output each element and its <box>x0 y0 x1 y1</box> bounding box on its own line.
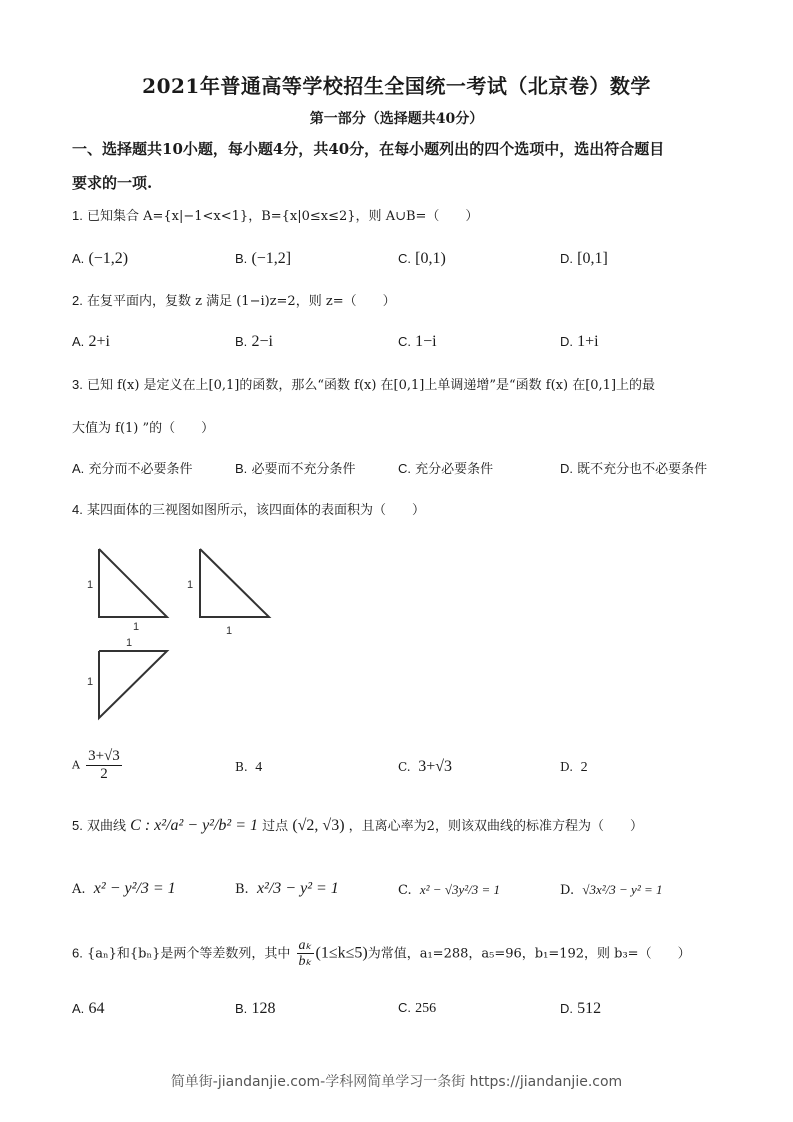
side-view-height-label: 1 <box>187 579 194 591</box>
option-label: A. <box>72 461 85 476</box>
ratio-fraction <box>297 938 314 970</box>
top-view-width-label: 1 <box>126 637 133 649</box>
question-1-option-b[interactable] <box>235 250 291 268</box>
question-5-option-b[interactable] <box>235 880 339 898</box>
option-value: (−1,2) <box>88 250 129 267</box>
fraction-denominator: 2 <box>100 765 108 782</box>
option-value: x² − √3y²/3 = 1 <box>419 882 501 897</box>
question-2-option-b[interactable] <box>235 333 273 351</box>
option-label: B. <box>235 461 248 476</box>
question-number: 1. <box>72 208 83 223</box>
question-5-stem <box>72 815 643 835</box>
question-text: 已知集合 A={x|−1<x<1}，B={x|0≤x≤2}，则 A∪B=（ ） <box>86 209 479 224</box>
option-value: 2−i <box>251 333 273 350</box>
question-4-option-d[interactable] <box>560 760 588 776</box>
option-value: 2+i <box>88 333 110 350</box>
side-view <box>187 549 269 637</box>
question-text: 已知 f(x) 是定义在上[0,1]的函数，那么“函数 f(x) 在[0,1]上单调递增”是“函数 f(x) 在[0,1]上的最 <box>86 378 656 393</box>
option-label: D. <box>560 1001 573 1016</box>
option-label: A. <box>72 334 85 349</box>
option-label: A. <box>72 251 85 266</box>
top-view <box>87 637 167 718</box>
option-label: B. <box>235 251 248 266</box>
question-3-stem-line2: 大值为 f(1) ”的（ ） <box>72 421 215 436</box>
option-label: D. <box>560 883 575 898</box>
option-label: B. <box>235 334 248 349</box>
question-number: 6. <box>72 945 83 961</box>
question-text: 双曲线 <box>86 819 126 834</box>
fraction-numerator: 3+√3 <box>88 748 120 764</box>
option-value: 必要而不充分条件 <box>251 462 356 477</box>
question-number: 3. <box>72 377 83 392</box>
option-value: 1−i <box>415 333 437 350</box>
option-value: 64 <box>88 1000 105 1017</box>
question-2-option-a[interactable] <box>72 333 110 351</box>
option-label: D. <box>560 461 573 476</box>
question-text: 为常值，a₁=288，a₅=96，b₁=192，则 b₃=（ ） <box>367 946 691 962</box>
question-2-option-c[interactable] <box>398 333 437 351</box>
option-value: x² − y²/3 = 1 <box>93 880 176 897</box>
question-1-stem <box>72 205 478 224</box>
question-3-option-a[interactable] <box>72 458 192 477</box>
front-view-height-label: 1 <box>87 579 94 591</box>
index-range: (1≤k≤5) <box>315 944 368 962</box>
front-view-width-label: 1 <box>133 621 140 633</box>
question-6-option-c[interactable] <box>398 1000 436 1017</box>
question-1-option-c[interactable] <box>398 250 446 268</box>
question-1-option-a[interactable] <box>72 250 128 268</box>
option-value: 4 <box>255 760 263 775</box>
question-5-option-d[interactable] <box>560 882 663 898</box>
option-label: B. <box>235 760 248 774</box>
question-1-option-d[interactable] <box>560 250 608 268</box>
hyperbola-equation: C : x²/a² − y²/b² = 1 <box>130 817 259 834</box>
question-4-option-a[interactable] <box>72 748 124 782</box>
option-value: 1+i <box>577 333 599 350</box>
section-instructions-line1: 一、选择题共10小题，每小题4分，共40分，在每小题列出的四个选项中，选出符合题目 <box>72 140 665 158</box>
option-label: C. <box>398 461 411 476</box>
fraction-numerator: aₖ <box>298 938 312 953</box>
question-3-stem-line1 <box>72 374 655 393</box>
option-label: C. <box>398 334 411 349</box>
option-label: D. <box>560 251 573 266</box>
option-label: C. <box>398 251 411 266</box>
question-text: 过点 <box>262 819 289 834</box>
option-value: 既不充分也不必要条件 <box>577 462 708 477</box>
side-view-width-label: 1 <box>226 625 233 637</box>
question-6-option-d[interactable] <box>560 1000 601 1018</box>
top-view-height-label: 1 <box>87 676 94 688</box>
question-3-option-b[interactable] <box>235 458 355 477</box>
question-2-stem <box>72 290 396 309</box>
option-label: B. <box>235 882 249 897</box>
question-4-option-c[interactable] <box>398 758 452 776</box>
option-label: C. <box>398 1000 411 1015</box>
option-label: D. <box>560 334 573 349</box>
question-text: 在复平面内，复数 z 满足 (1−i)z=2，则 z=（ ） <box>86 294 396 309</box>
question-number: 5. <box>72 818 83 833</box>
option-label: B. <box>235 1001 248 1016</box>
part-subtitle: 第一部分（选择题共40分） <box>309 111 484 127</box>
option-value: √3x²/3 − y² = 1 <box>582 882 663 897</box>
option-value: (−1,2] <box>251 250 292 267</box>
footer-watermark: 简单街-jiandanjie.com-学科网简单学习一条街 https://jiandanjie.com <box>170 1074 623 1090</box>
section-instructions-line2: 要求的一项. <box>72 174 153 192</box>
page-title: 2021年普通高等学校招生全国统一考试（北京卷）数学 <box>142 74 651 98</box>
option-value-fraction <box>86 748 122 782</box>
option-value: x²/3 − y² = 1 <box>256 880 339 897</box>
question-text: 某四面体的三视图如图所示，该四面体的表面积为（ ） <box>86 503 425 518</box>
option-label: A <box>72 758 80 772</box>
option-value: 256 <box>415 1001 437 1016</box>
question-text: {aₙ}和{bₙ}是两个等差数列，其中 <box>86 946 291 962</box>
option-label: C. <box>398 760 411 774</box>
question-6-stem <box>72 938 691 970</box>
question-4-option-b[interactable] <box>235 760 262 776</box>
section-instructions <box>72 132 732 200</box>
point-coordinates: (√2, √3) <box>292 817 345 834</box>
question-6-option-b[interactable] <box>235 1000 275 1018</box>
option-value: 512 <box>577 1000 602 1017</box>
option-label: A. <box>72 882 86 897</box>
front-view <box>87 549 167 633</box>
option-value: 128 <box>251 1000 276 1017</box>
question-text: ，且离心率为2，则该双曲线的标准方程为（ ） <box>348 819 643 834</box>
fraction-denominator: bₖ <box>298 954 312 970</box>
question-3-option-d[interactable] <box>560 458 707 477</box>
question-number: 2. <box>72 293 83 308</box>
question-5-option-c[interactable] <box>398 882 500 898</box>
question-number: 4. <box>72 502 83 517</box>
option-label: D. <box>560 760 574 774</box>
option-value: 3+√3 <box>418 758 453 775</box>
question-3-option-c[interactable] <box>398 458 493 477</box>
option-value: [0,1) <box>415 250 446 267</box>
three-view-figure <box>80 540 280 730</box>
question-2-option-d[interactable] <box>560 333 599 351</box>
question-5-option-a[interactable] <box>72 880 176 898</box>
question-6-option-a[interactable] <box>72 1000 104 1018</box>
option-value: 2 <box>580 760 588 775</box>
question-4-stem <box>72 499 425 518</box>
option-label: C. <box>398 883 412 898</box>
option-label: A. <box>72 1001 85 1016</box>
option-value: 充分必要条件 <box>415 462 494 477</box>
option-value: 充分而不必要条件 <box>88 462 193 477</box>
option-value: [0,1] <box>577 250 608 267</box>
